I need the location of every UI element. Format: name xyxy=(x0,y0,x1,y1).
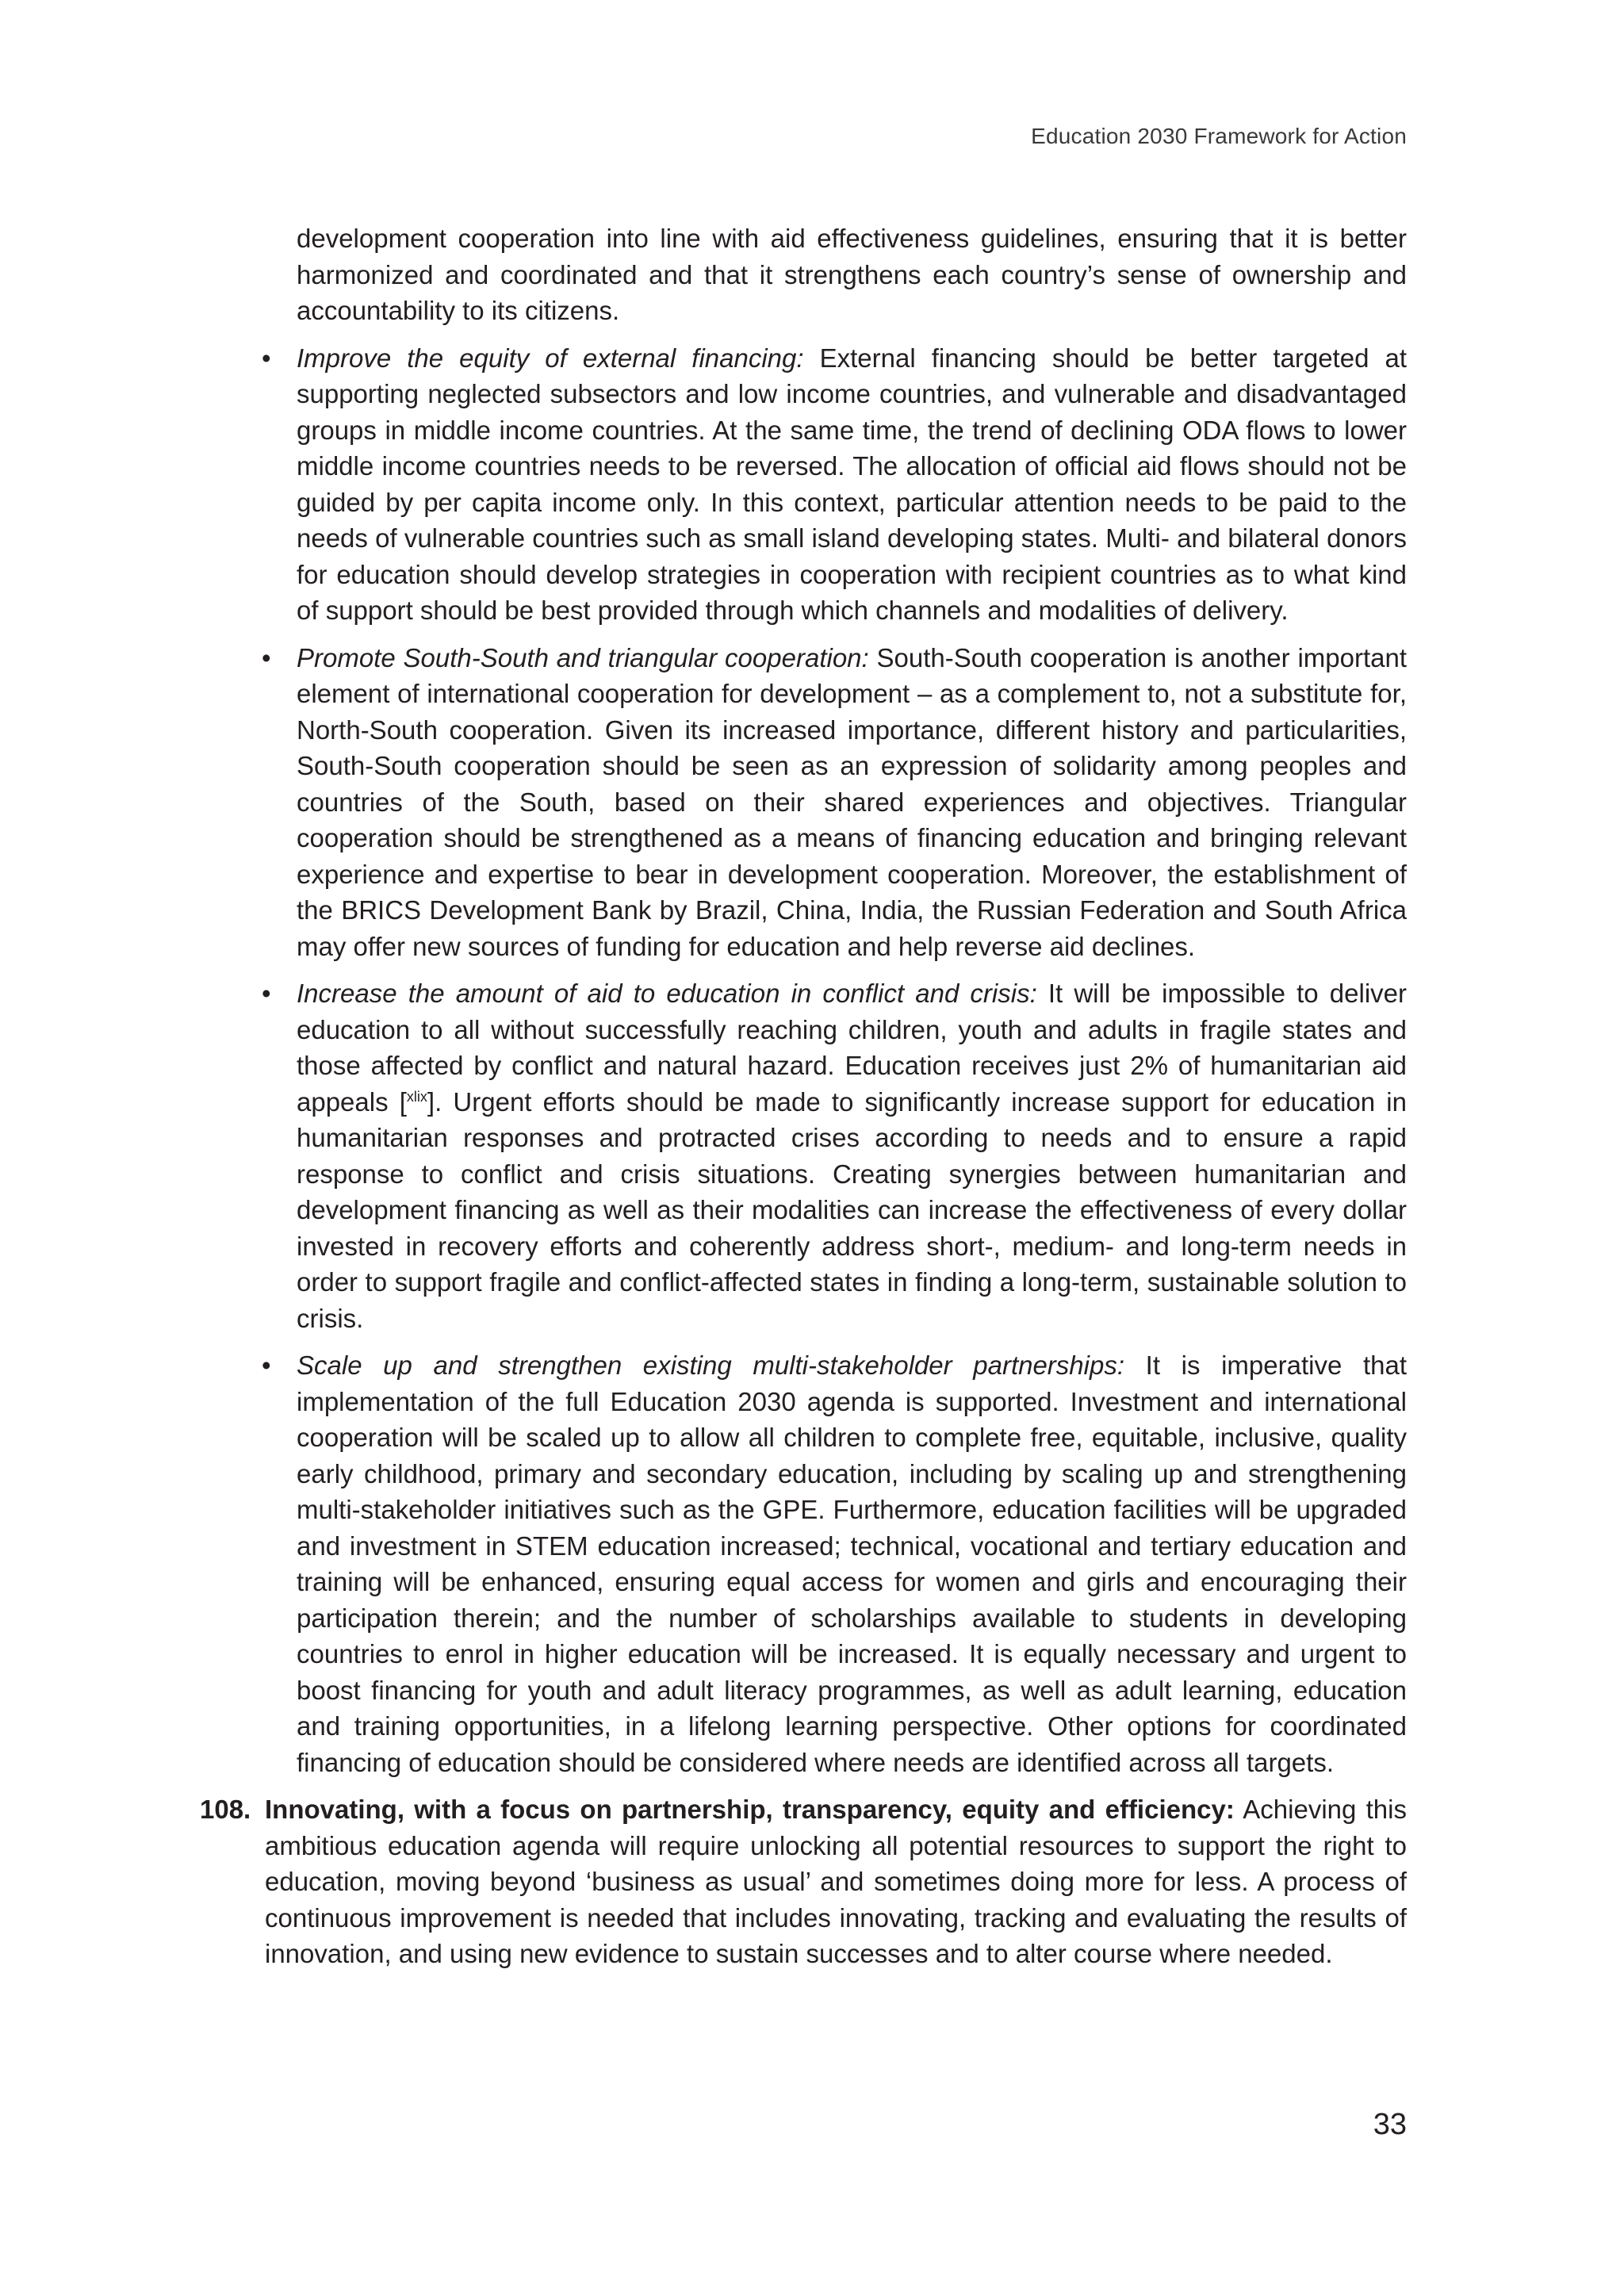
bullet-paragraph xyxy=(297,1347,1407,1780)
bullet-lead: Scale up and strengthen existing multi-stakeholder partnerships: xyxy=(297,1350,1125,1380)
paragraph-lead: Innovating, with a focus on partnership, transparency, equity and efficiency: xyxy=(265,1795,1235,1824)
continuation-paragraph: development cooperation into line with aid effectiveness guidelines, ensuring that it is better harmonized and coordinated and that it strengthens each country’s sense of ownership and accountability to its citizens. xyxy=(297,224,1407,325)
running-header: Education 2030 Framework for Action xyxy=(1031,124,1407,148)
paragraph-text: Achieving this ambitious education agenda will require unlocking all potential resources to support the right to education, moving beyond ‘business as usual’ and sometimes doing more for less. A process of continuous improvement is needed that includes innovating, tracking and evaluating the results of innovation, and using new evidence to sustain successes and to alter course where needed. xyxy=(265,1795,1407,1968)
bullet-text-continued: ]. Urgent efforts should be made to significantly increase support for education in humanitarian responses and protracted crises according to needs and to ensure a rapid response to conflict and crisis situations. Creating synergies between humanitarian and development financing as well as their modalities can increase the effectiveness of every dollar invested in recovery efforts and coherently address short-, medium- and long-term needs in order to support fragile and conflict-affected states in finding a long-term, sustainable solution to crisis. xyxy=(297,1086,1407,1333)
bullet-dot-icon: • xyxy=(262,979,271,1008)
bullet-item-partnerships xyxy=(262,1347,1407,1780)
bullet-dot-icon: • xyxy=(262,1350,271,1380)
numbered-paragraph-108 xyxy=(200,1791,1407,1972)
bullet-text: It will be impossible to deliver education to all without successfully reaching children, youth and adults in fragile states and those affected by conflict and natural hazard. Education receives just 2% of humanitarian aid appeals [ xyxy=(297,979,1408,1117)
endnote-reference[interactable]: xlix xyxy=(406,1088,427,1105)
bullet-text: External financing should be better targeted at supporting neglected subsectors and low income countries, and vulnerable and disadvantaged groups in middle income countries. At the same time, the trend of declining ODA flows to lower middle income countries needs to be reversed. The allocation of official aid flows should not be guided by per capita income only. In this context, particular attention needs to be paid to the needs of vulnerable countries such as small island developing states. Multi- and bilateral donors for education should develop strategies in cooperation with recipient countries as to what kind of support should be best provided through which channels and modalities of delivery. xyxy=(297,343,1407,625)
page-body xyxy=(200,220,1407,1983)
bullet-lead: Promote South-South and triangular cooperation: xyxy=(297,642,869,672)
bullet-item-equity-financing xyxy=(262,340,1407,629)
bullet-lead: Improve the equity of external financing: xyxy=(297,343,804,373)
bullet-paragraph xyxy=(297,975,1407,1336)
bullet-dot-icon: • xyxy=(262,642,271,672)
bullet-item-conflict-crisis xyxy=(262,975,1408,1336)
bullet-lead: Increase the amount of aid to education in conflict and crisis: xyxy=(297,979,1037,1008)
bullet-dot-icon: • xyxy=(262,343,271,373)
bullet-paragraph xyxy=(297,340,1407,629)
bullet-text: It is imperative that implementation of the full Education 2030 agenda is supported. Investment and international cooperation will be scaled up to allow all children to complete free, equitable, inclusive, quality early childhood, primary and secondary education, including by scaling up and strengthening multi-stakeholder initiatives such as the GPE. Furthermore, education facilities will be upgraded and investment in STEM education increased; technical, vocational and tertiary education and training will be enhanced, ensuring equal access for women and girls and encouraging their participation therein; and the number of scholarships available to students in developing countries to enrol in higher education will be increased. It is equally necessary and urgent to boost financing for youth and adult literacy programmes, as well as adult learning, education and training opportunities, in a lifelong learning perspective. Other options for coordinated financing of education should be considered where needs are identified across all targets. xyxy=(297,1350,1407,1777)
bullet-text: South-South cooperation is another important element of international cooperation for development – as a complement to, not a substitute for, North-South cooperation. Given its increased importance, different history and particularities, South-South cooperation should be seen as an expression of solidarity among peoples and countries of the South, based on their shared experiences and objectives. Triangular cooperation should be strengthened as a means of financing education and bringing relevant experience and expertise to bear in development cooperation. Moreover, the establishment of the BRICS Development Bank by Brazil, China, India, the Russian Federation and South Africa may offer new sources of funding for education and help reverse aid declines. xyxy=(297,642,1407,961)
page-number: 33 xyxy=(1373,2108,1407,2141)
numbered-paragraph-text xyxy=(265,1791,1407,1972)
bullet-paragraph xyxy=(297,640,1407,965)
bullet-item-south-south xyxy=(262,640,1407,965)
paragraph-number: 108. xyxy=(200,1795,251,1824)
